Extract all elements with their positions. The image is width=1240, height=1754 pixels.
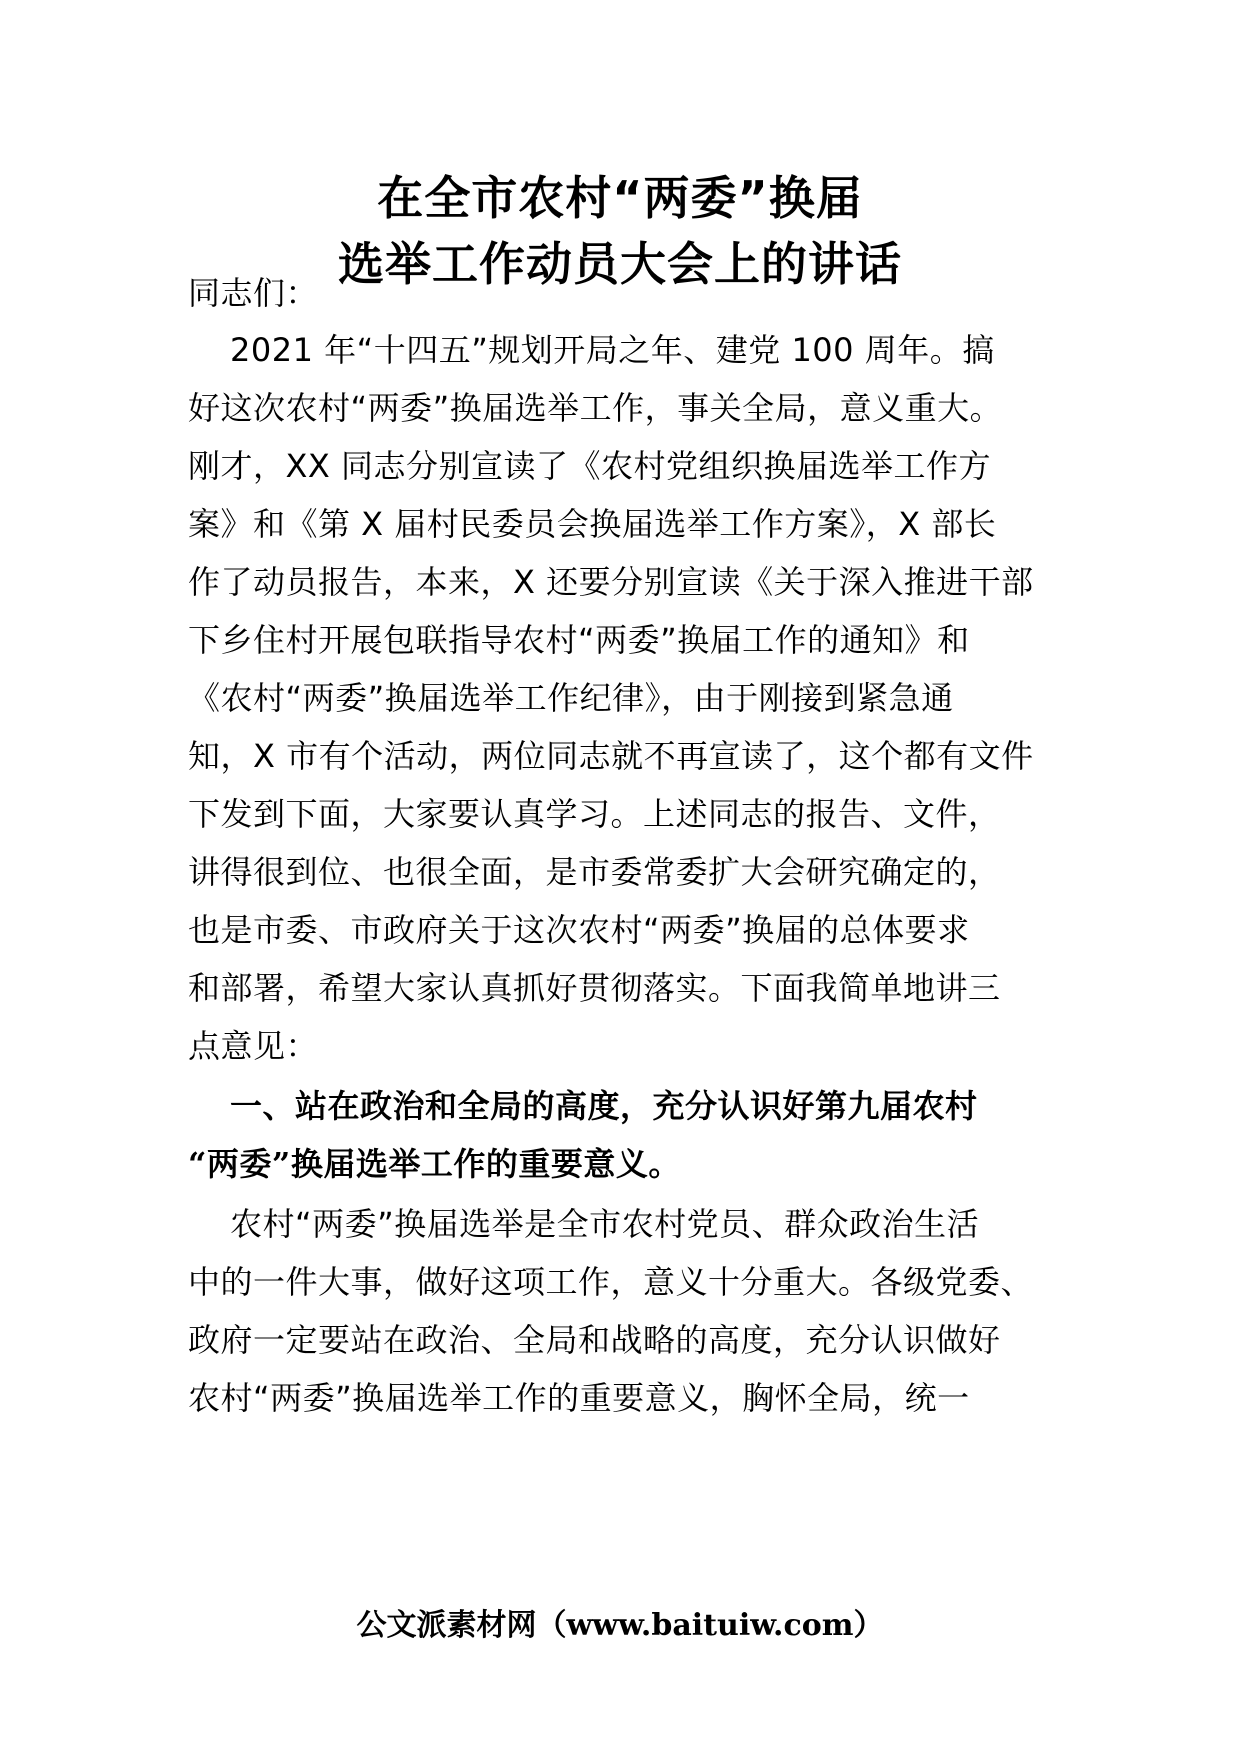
section-heading-line: “两委”换届选举工作的重要意义。	[188, 1145, 681, 1183]
paragraph-line: 农村“两委”换届选举是全市农村党员、群众政治生活	[230, 1205, 980, 1243]
paragraph-line: 下乡住村开展包联指导农村“两委”换届工作的通知》和	[188, 621, 970, 659]
document-title-line-1: 在全市农村“两委”换届	[377, 171, 863, 225]
paragraph-line: 也是市委、市政府关于这次农村“两委”换届的总体要求	[188, 911, 970, 949]
paragraph-line: 和部署，希望大家认真抓好贯彻落实。下面我简单地讲三	[188, 969, 1001, 1007]
section-heading-line: 一、站在政治和全局的高度，充分认识好第九届农村	[230, 1087, 978, 1125]
footer-watermark: 公文派素材网（www.baituiw.com）	[356, 1608, 884, 1643]
paragraph-line: 政府一定要站在政治、全局和战略的高度，充分认识做好	[188, 1321, 1001, 1359]
paragraph-line: 好这次农村“两委”换届选举工作，事关全局，意义重大。	[188, 389, 1003, 427]
paragraph-line: 下发到下面，大家要认真学习。上述同志的报告、文件，	[188, 795, 1001, 833]
paragraph-line: 点意见：	[188, 1027, 319, 1065]
paragraph-line: 《农村“两委”换届选举工作纪律》，由于刚接到紧急通	[188, 679, 954, 717]
paragraph-line: 知，X 市有个活动，两位同志就不再宣读了，这个都有文件	[188, 737, 1034, 775]
paragraph-line: 中的一件大事，做好这项工作，意义十分重大。各级党委、	[188, 1263, 1034, 1301]
salutation: 同志们：	[188, 274, 319, 312]
paragraph-line: 案》和《第 X 届村民委员会换届选举工作方案》，X 部长	[188, 505, 997, 543]
paragraph-line: 作了动员报告，本来，X 还要分别宣读《关于深入推进干部	[188, 563, 1034, 601]
paragraph-line: 讲得很到位、也很全面，是市委常委扩大会研究确定的，	[188, 853, 1001, 891]
paragraph-line: 2021 年“十四五”规划开局之年、建党 100 周年。搞	[230, 331, 995, 369]
document-title-line-2: 选举工作动员大会上的讲话	[338, 237, 902, 291]
paragraph-line: 刚才，XX 同志分别宣读了《农村党组织换届选举工作方	[188, 447, 992, 485]
paragraph-line: 农村“两委”换届选举工作的重要意义，胸怀全局，统一	[188, 1379, 970, 1417]
